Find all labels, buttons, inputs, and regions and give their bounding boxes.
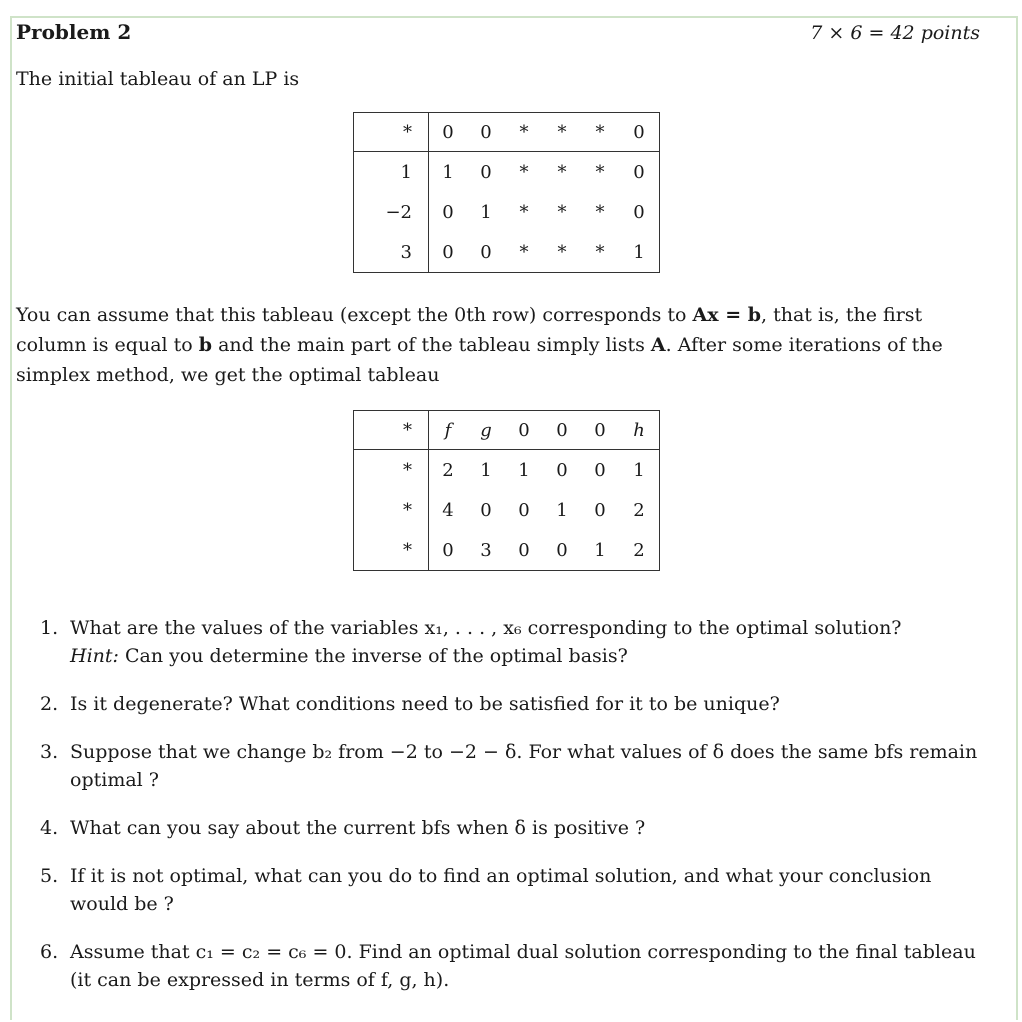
problem-title: Problem 2 xyxy=(16,20,132,44)
explanation-part: , that is, the first column is equal to xyxy=(16,304,923,356)
equation-ax-b: Ax = b xyxy=(692,304,762,326)
optimal-tableau xyxy=(353,410,660,571)
tableau-cell: 0 xyxy=(619,113,660,152)
tableau-cell: 2 xyxy=(633,499,645,521)
tableau-cell: * xyxy=(505,113,543,152)
hint-label: Hint: xyxy=(70,645,119,667)
tableau-cell: 1 xyxy=(633,241,645,263)
intro-text: The initial tableau of an LP is xyxy=(16,68,300,90)
question-text: What can you say about the current bfs when δ is positive ? xyxy=(70,817,646,839)
tableau-cell: 1 xyxy=(354,152,429,193)
table-row xyxy=(354,232,660,273)
table-row xyxy=(354,450,660,491)
table-row xyxy=(354,113,660,152)
table-row xyxy=(354,152,660,193)
tableau-cell: * xyxy=(595,201,605,223)
tableau-cell: 0 xyxy=(442,241,454,263)
tableau-cell: 3 xyxy=(354,232,429,273)
tableau-cell: * xyxy=(595,241,605,263)
tableau-cell: 1 xyxy=(480,459,492,481)
question-text: What are the values of the variables x₁, . . . , x₆ corresponding to the optimal solution? xyxy=(70,617,902,639)
tableau-cell: 0 xyxy=(442,201,454,223)
question-text: If it is not optimal, what can you do to find an optimal solution, and what your conclusion would be ? xyxy=(70,865,932,915)
tableau-cell: 0 xyxy=(633,201,645,223)
list-item xyxy=(40,690,984,718)
question-text: Assume that c₁ = c₂ = c₆ = 0. Find an optimal dual solution corresponding to the final tableau (it can be expressed in terms of f, g, h). xyxy=(70,941,976,991)
tableau-cell: 1 xyxy=(594,539,606,561)
matrix-a: A xyxy=(650,334,666,356)
question-number: 5. xyxy=(40,865,59,887)
tableau-cell: 0 xyxy=(480,499,492,521)
hint-text: Can you determine the inverse of the optimal basis? xyxy=(118,645,628,667)
tableau-cell: * xyxy=(354,411,429,450)
tableau-cell: * xyxy=(519,241,529,263)
tableau-cell: 4 xyxy=(442,499,454,521)
tableau-cell: * xyxy=(581,113,619,152)
table-row xyxy=(354,490,660,530)
explanation-text xyxy=(16,300,982,390)
tableau-cell: 0 xyxy=(556,539,568,561)
tableau-cell: 0 xyxy=(442,539,454,561)
tableau-cell: 2 xyxy=(442,459,454,481)
tableau-cell: * xyxy=(354,490,429,530)
explanation-part: You can assume that this tableau (except the 0th row) corresponds to xyxy=(16,304,693,326)
question-number: 4. xyxy=(40,817,59,839)
tableau-cell: 1 xyxy=(480,201,492,223)
tableau-cell: g xyxy=(467,411,505,450)
tableau-cell: * xyxy=(557,161,567,183)
tableau-cell: * xyxy=(354,450,429,491)
list-item xyxy=(40,738,984,794)
question-number: 2. xyxy=(40,693,59,715)
tableau-cell: 0 xyxy=(518,539,530,561)
table-row xyxy=(354,411,660,450)
tableau-cell: 0 xyxy=(480,161,492,183)
tableau-cell: 0 xyxy=(480,241,492,263)
list-item xyxy=(40,814,984,842)
question-list xyxy=(40,614,984,1014)
question-number: 1. xyxy=(40,617,59,639)
list-item xyxy=(40,862,984,918)
tableau-cell: 0 xyxy=(594,499,606,521)
tableau-cell: * xyxy=(519,201,529,223)
tableau-cell: * xyxy=(354,113,429,152)
question-text: Suppose that we change b₂ from −2 to −2 − δ. For what values of δ does the same bfs remain optimal ? xyxy=(70,741,978,791)
tableau-cell: 1 xyxy=(442,161,454,183)
tableau-cell: 3 xyxy=(480,539,492,561)
question-number: 3. xyxy=(40,741,59,763)
list-item xyxy=(40,614,984,670)
tableau-cell: −2 xyxy=(354,192,429,232)
tableau-cell: 1 xyxy=(633,459,645,481)
tableau-cell: 0 xyxy=(633,161,645,183)
explanation-part: . After some iterations of the simplex method, we get the optimal tableau xyxy=(16,334,943,386)
tableau-cell: * xyxy=(519,161,529,183)
tableau-cell: 0 xyxy=(581,411,619,450)
vector-b: b xyxy=(198,334,213,356)
table-row xyxy=(354,530,660,571)
tableau-cell: 0 xyxy=(467,113,505,152)
question-number: 6. xyxy=(40,941,59,963)
question-text: Is it degenerate? What conditions need to be satisfied for it to be unique? xyxy=(70,693,780,715)
tableau-cell: 0 xyxy=(429,113,468,152)
explanation-part: and the main part of the tableau simply lists xyxy=(212,334,651,356)
tableau-cell: f xyxy=(429,411,468,450)
tableau-cell: * xyxy=(557,241,567,263)
tableau-cell: * xyxy=(557,201,567,223)
tableau-cell: * xyxy=(543,113,581,152)
tableau-cell: 0 xyxy=(556,459,568,481)
points-label: 7 × 6 = 42 points xyxy=(810,22,980,44)
initial-tableau xyxy=(353,112,660,273)
tableau-cell: 0 xyxy=(518,499,530,521)
tableau-cell: 1 xyxy=(518,459,530,481)
tableau-cell: 0 xyxy=(505,411,543,450)
list-item xyxy=(40,938,984,994)
tableau-cell: * xyxy=(354,530,429,571)
tableau-cell: 2 xyxy=(633,539,645,561)
tableau-cell: 0 xyxy=(543,411,581,450)
tableau-cell: h xyxy=(619,411,660,450)
tableau-cell: 1 xyxy=(556,499,568,521)
table-row xyxy=(354,192,660,232)
tableau-cell: * xyxy=(595,161,605,183)
tableau-cell: 0 xyxy=(594,459,606,481)
